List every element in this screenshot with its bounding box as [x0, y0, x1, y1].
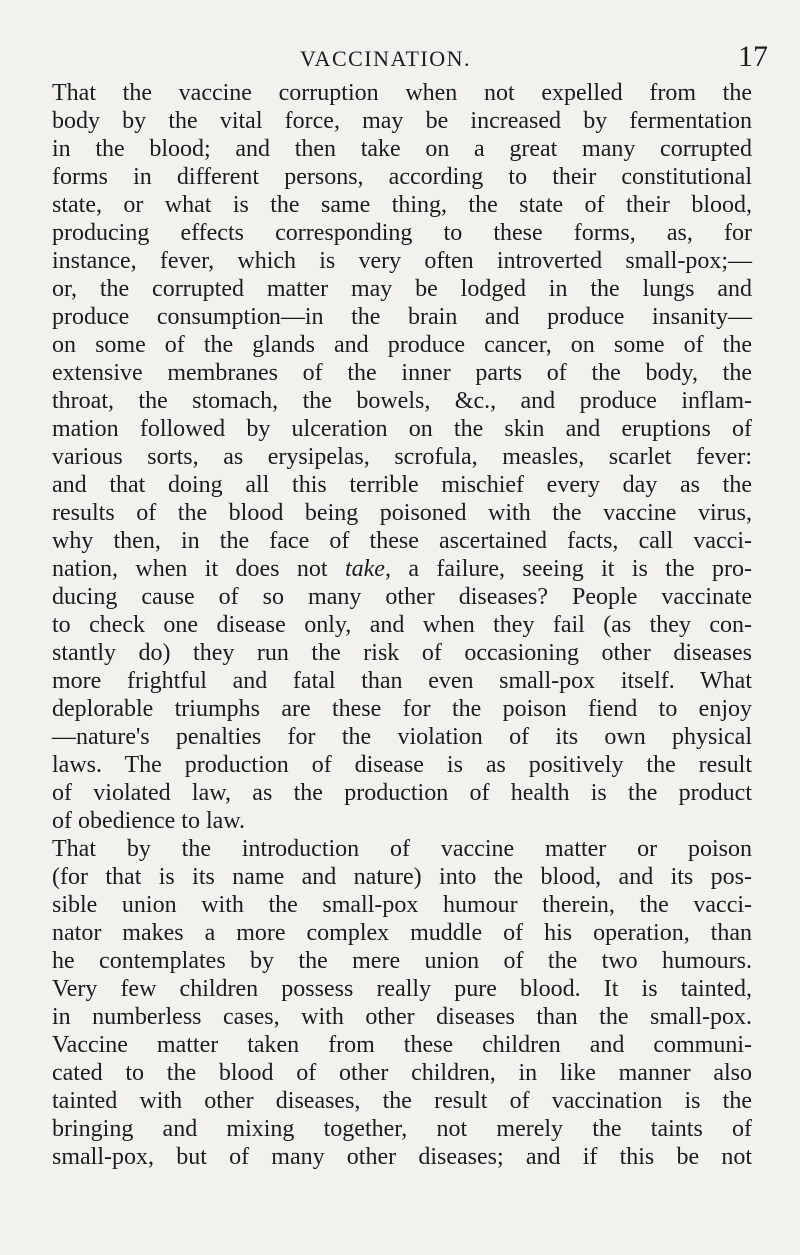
text-line: forms in different persons, according to their constitutional [52, 164, 752, 190]
text-line: of obedience to law. [52, 808, 246, 834]
text-line: deplorable triumphs are these for the poison fiend to enjoy [52, 696, 752, 722]
text-line: or, the corrupted matter may be lodged in the lungs and [52, 276, 752, 302]
text-line: cated to the blood of other children, in like manner also [52, 1060, 752, 1086]
text-line: he contemplates by the mere union of the two humours. [52, 948, 752, 974]
text-line: (for that is its name and nature) into the blood, and its pos- [52, 864, 752, 890]
text-line: to check one disease only, and when they fail (as they con- [52, 612, 752, 638]
text-line: on some of the glands and produce cancer, on some of the [52, 332, 752, 358]
text-line: of violated law, as the production of health is the product [52, 780, 752, 806]
text-line: various sorts, as erysipelas, scrofula, measles, scarlet fever: [52, 444, 752, 470]
text-line: nator makes a more complex muddle of his operation, than [52, 920, 752, 946]
text-line: bringing and mixing together, not merely the taints of [52, 1116, 752, 1142]
paragraph-start-line: That by the introduction of vaccine matter or poison [52, 836, 752, 862]
text-line: ducing cause of so many other diseases? People vaccinate [52, 584, 752, 610]
text-line: sible union with the small-pox humour therein, the vacci- [52, 892, 752, 918]
text-line: extensive membranes of the inner parts of the body, the [52, 360, 752, 386]
text-line: state, or what is the same thing, the state of their blood, [52, 192, 752, 218]
text-line: That the vaccine corruption when not expelled from the [52, 80, 752, 106]
text-line: more frightful and fatal than even small-pox itself. What [52, 668, 752, 694]
text-line: in numberless cases, with other diseases than the small-pox. [52, 1004, 752, 1030]
page-number: 17 [738, 40, 768, 73]
text-segment: nation, when it does not [52, 556, 345, 582]
text-line: Very few children possess really pure blood. It is tainted, [52, 976, 752, 1002]
text-line: mation followed by ulceration on the skin and eruptions of [52, 416, 752, 442]
text-line: instance, fever, which is very often introverted small-pox;— [52, 248, 752, 274]
text-line: body by the vital force, may be increased by fermentation [52, 108, 752, 134]
text-line: producing effects corresponding to these forms, as, for [52, 220, 752, 246]
running-title: VACCINATION. [300, 46, 471, 71]
text-line: laws. The production of disease is as positively the result [52, 752, 752, 778]
text-line: and that doing all this terrible mischief every day as the [52, 472, 752, 498]
text-line-with-italic [52, 555, 752, 583]
text-line: why then, in the face of these ascertained facts, call vacci- [52, 528, 752, 554]
text-line: —nature's penalties for the violation of its own physical [52, 724, 752, 750]
italic-word: take [344, 556, 385, 582]
text-line: small-pox, but of many other diseases; and if this be not [52, 1144, 752, 1170]
text-line: throat, the stomach, the bowels, &c., and produce inflam- [52, 388, 752, 414]
text-line: results of the blood being poisoned with the vaccine virus, [52, 500, 752, 526]
text-line: Vaccine matter taken from these children and communi- [52, 1032, 752, 1058]
text-line: in the blood; and then take on a great many corrupted [52, 136, 752, 162]
text-line: tainted with other diseases, the result of vaccination is the [52, 1088, 752, 1114]
text-line: produce consumption—in the brain and produce insanity— [52, 304, 752, 330]
text-segment: , a failure, seeing it is the pro- [384, 556, 752, 582]
text-line: stantly do) they run the risk of occasioning other diseases [52, 640, 752, 666]
body-text [52, 79, 752, 1171]
